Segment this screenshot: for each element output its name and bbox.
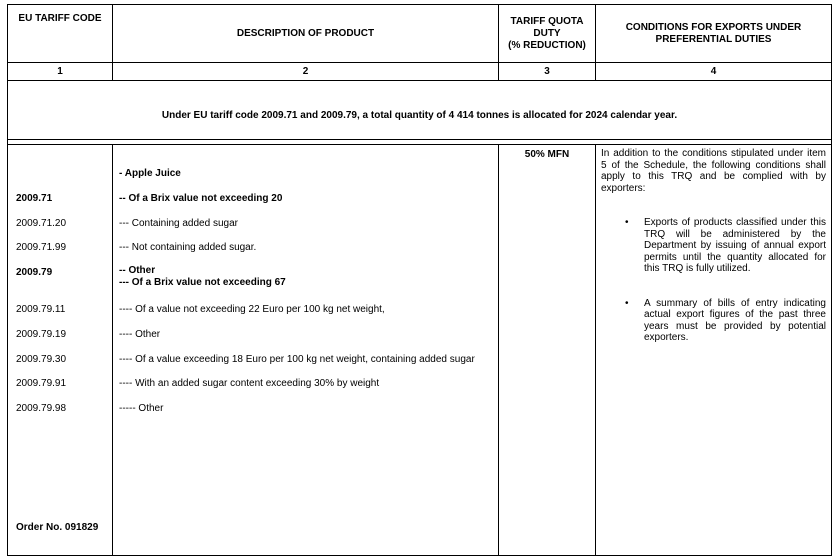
body-row [8,145,832,556]
tariff-code: 2009.79.11 [16,304,66,315]
header-conditions-line2: PREFERENTIAL DUTIES [655,33,772,45]
duty-cell [499,145,596,556]
header-conditions-line1: CONDITIONS FOR EXPORTS UNDER [625,21,802,33]
tariff-code: 2009.79.30 [16,354,67,365]
tariff-code: 2009.79 [16,267,53,278]
tariff-code: 2009.71.20 [16,218,67,229]
header-description: DESCRIPTION OF PRODUCT [113,5,499,63]
header-tariff-quota-duty [499,5,596,63]
product-description: ---- Other [119,329,161,340]
tariff-code: 2009.79.19 [16,329,67,340]
conditions-intro: In addition to the conditions stipulated under item 5 of the Schedule, the following conditions shall apply to this TRQ and be complied with by exporters: [601,148,826,194]
tariff-code: 2009.79.98 [16,403,67,414]
header-duty-line1: TARIFF QUOTA [510,15,584,27]
allocation-row [8,92,832,140]
condition-bullet-item [601,217,826,275]
header-eu-tariff-code: EU TARIFF CODE [8,5,113,63]
codes-cell [8,145,113,556]
header-duty-line3: (% REDUCTION) [508,39,586,51]
condition-bullet-item [601,298,826,344]
product-description: ---- With an added sugar content exceeding 30% by weight [119,378,380,389]
conditions-cell [596,145,832,556]
conditions-text [601,148,826,344]
bullet-icon: • [625,297,629,309]
duty-value: 50% MFN [524,149,570,160]
header-row [8,5,832,63]
conditions-list [601,217,826,344]
column-number-2: 2 [113,63,499,81]
product-description: ---- Of a value not exceeding 22 Euro per 100 kg net weight, [119,304,385,315]
descriptions-cell [113,145,499,556]
condition-text: Exports of products classified under this TRQ will be administered by the Department by issuing of annual export permits until the quantity allocated for this TRQ is fully utilized. [644,217,826,274]
product-description: --- Not containing added sugar. [119,242,257,253]
header-duty-line2: DUTY [533,27,561,39]
tariff-code: 2009.79.91 [16,378,67,389]
product-description: - Apple Juice [119,168,181,179]
product-description: -- Other [119,265,156,276]
product-description: -- Of a Brix value not exceeding 20 [119,193,283,204]
spacer-row [8,81,832,93]
allocation-note: Under EU tariff code 2009.71 and 2009.79, a total quantity of 4 414 tonnes is allocated for 2024 calendar year. [8,92,832,140]
product-description: ----- Other [119,403,164,414]
column-number-1: 1 [8,63,113,81]
column-number-4: 4 [596,63,832,81]
tariff-code: 2009.71 [16,193,53,204]
tariff-quota-table [7,4,832,556]
tariff-code: 2009.71.99 [16,242,67,253]
product-description: ---- Of a value exceeding 18 Euro per 100 kg net weight, containing added sugar [119,354,475,365]
condition-text: A summary of bills of entry indicating actual export figures of the past three years must be provided by potential exporters. [644,297,826,343]
order-number: Order No. 091829 [16,522,99,533]
header-conditions [596,5,832,63]
spacer-cell [8,81,832,93]
column-number-3: 3 [499,63,596,81]
product-description: --- Of a Brix value not exceeding 67 [119,277,286,288]
column-number-row [8,63,832,81]
bullet-icon: • [625,217,629,228]
product-description: --- Containing added sugar [119,218,238,229]
